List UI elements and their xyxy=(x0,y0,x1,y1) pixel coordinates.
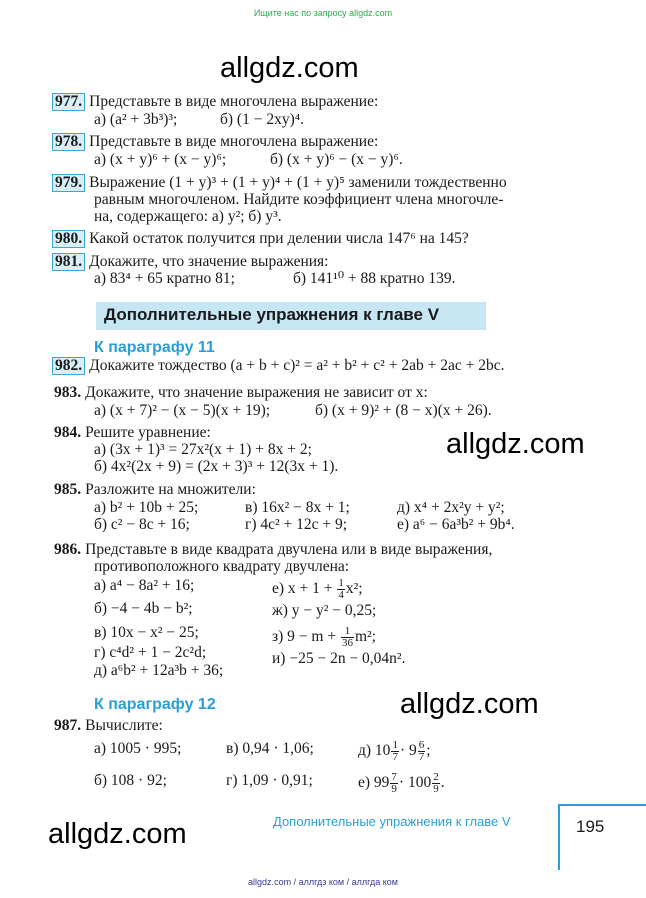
fraction: $\frac{1}{4}$ xyxy=(338,577,344,601)
exercise-986-v: в) 10x − x² − 25; xyxy=(94,624,199,641)
top-note: Ищите нас по запросу allgdz.com xyxy=(253,8,393,18)
exercise-987-v: в) 0,94 · 1,06; xyxy=(226,740,314,757)
exercise-987-b: б) 108 · 92; xyxy=(94,772,167,789)
fraction: $\frac{2}{9}$ xyxy=(433,771,439,795)
exercise-979-line-2: равным многочленом. Найдите коэффициент члена многочле- xyxy=(94,191,504,208)
fraction: $\frac{7}{9}$ xyxy=(391,771,397,795)
exercise-984-line-1: 984. Решите уравнение: xyxy=(54,424,211,441)
running-footer-title: Дополнительные упражнения к главе V xyxy=(273,814,511,829)
exercise-number-986: 986. xyxy=(54,541,82,558)
exercise-987-line-1: 987. Вычислите: xyxy=(54,717,163,734)
exercise-981-a: а) 83⁴ + 65 кратно 81; xyxy=(94,270,235,287)
exercise-986-zh: ж) y − y² − 0,25; xyxy=(272,602,377,619)
exercise-986-b: б) −4 − 4b − b²; xyxy=(94,600,193,617)
watermark-4: allgdz.com xyxy=(48,818,187,850)
exercise-985-v: в) 16x² − 8x + 1; xyxy=(245,499,350,516)
exercise-983-b: б) (x + 9)² + (8 − x)(x + 26). xyxy=(315,402,492,419)
exercise-number-985: 985. xyxy=(54,481,82,498)
exercise-987-a: а) 1005 · 995; xyxy=(94,740,182,757)
exercise-985-b: б) c² − 8c + 16; xyxy=(94,516,190,533)
page-number: 195 xyxy=(576,817,605,836)
exercise-986-line-2: противоположного квадрату двучлена: xyxy=(94,558,350,575)
bottom-note: allgdz.com / аллгдз ком / аллгда ком xyxy=(248,877,398,887)
footer-rule-horizontal xyxy=(558,804,646,806)
exercise-977-line-1: 977. Представьте в виде многочлена выражение: xyxy=(52,93,378,111)
exercise-986-z: з) 9 − m + $\frac{1}{36}$ m²; xyxy=(272,625,376,649)
exercise-981-b: б) 141¹⁰ + 88 кратно 139. xyxy=(293,270,456,287)
exercise-978-line-1: 978. Представьте в виде многочлена выражение: xyxy=(52,133,378,151)
watermark-3: allgdz.com xyxy=(400,688,539,720)
exercise-986-g: г) c⁴d² + 1 − 2c²d; xyxy=(94,644,207,661)
exercise-980: 980. Какой остаток получится при делении числа 147⁶ на 145? xyxy=(52,230,469,248)
exercise-987-g: г) 1,09 · 0,91; xyxy=(226,772,313,789)
fraction: $\frac{1}{7}$ xyxy=(392,739,398,763)
footer-rule-vertical xyxy=(558,804,560,870)
exercise-979-line-3: на, содержащего: а) y²; б) y³. xyxy=(94,208,282,225)
exercise-985-a: а) b² + 10b + 25; xyxy=(94,499,199,516)
exercise-number-982: 982. xyxy=(52,357,85,375)
exercise-number-987: 987. xyxy=(54,717,82,734)
exercise-number-980: 980. xyxy=(52,230,85,248)
watermark-1: allgdz.com xyxy=(220,52,359,84)
exercise-981-line-1: 981. Докажите, что значение выражения: xyxy=(52,253,329,271)
exercise-number-979: 979. xyxy=(52,174,85,192)
exercise-979-line-1: 979. Выражение (1 + y)³ + (1 + y)⁴ + (1 + y)⁵ заменили тождественно xyxy=(52,174,507,192)
paragraph-12-heading: К параграфу 12 xyxy=(94,696,216,713)
exercise-number-984: 984. xyxy=(54,424,82,441)
exercise-number-983: 983. xyxy=(54,384,82,401)
exercise-number-978: 978. xyxy=(52,133,85,151)
exercise-983-line-1: 983. Докажите, что значение выражения не зависит от x: xyxy=(54,384,428,401)
exercise-978-a: а) (x + y)⁶ + (x − y)⁶; xyxy=(94,151,227,168)
fraction: $\frac{1}{36}$ xyxy=(341,625,353,649)
exercise-984-b: б) 4x²(2x + 9) = (2x + 3)³ + 12(3x + 1). xyxy=(94,458,339,475)
exercise-985-d: д) x⁴ + 2x²y + y²; xyxy=(397,499,505,516)
exercise-986-line-1: 986. Представьте в виде квадрата двучлена или в виде выражения, xyxy=(54,541,493,558)
exercise-983-a: а) (x + 7)² − (x − 5)(x + 19); xyxy=(94,402,271,419)
exercise-986-i: и) −25 − 2n − 0,04n². xyxy=(272,650,406,667)
watermark-2: allgdz.com xyxy=(446,428,585,460)
paragraph-11-heading: К параграфу 11 xyxy=(94,339,215,356)
exercise-977-a: а) (a² + 3b³)³; xyxy=(94,111,178,128)
exercise-986-e: е) x + 1 + $\frac{1}{4}$ x²; xyxy=(272,577,363,601)
exercise-985-line-1: 985. Разложите на множители: xyxy=(54,481,256,498)
exercise-986-d: д) a⁶b² + 12a³b + 36; xyxy=(94,662,224,679)
exercise-984-a: а) (3x + 1)³ = 27x²(x + 1) + 8x + 2; xyxy=(94,441,312,458)
exercise-985-e: е) a⁶ − 6a³b² + 9b⁴. xyxy=(397,516,515,533)
exercise-number-981: 981. xyxy=(52,253,85,271)
exercise-number-977: 977. xyxy=(52,93,85,111)
exercise-986-a: а) a⁴ − 8a² + 16; xyxy=(94,577,195,594)
exercise-987-d: д) 10 $\frac{1}{7}$ · 9 $\frac{6}{7}$ ; xyxy=(358,739,431,763)
fraction: $\frac{6}{7}$ xyxy=(418,739,425,763)
section-banner-title: Дополнительные упражнения к главе V xyxy=(104,305,440,324)
exercise-985-g: г) 4c² + 12c + 9; xyxy=(245,516,348,533)
exercise-982: 982. Докажите тождество (a + b + c)² = a² + b² + c² + 2ab + 2ac + 2bc. xyxy=(52,357,504,375)
exercise-977-b: б) (1 − 2xy)⁴. xyxy=(220,111,305,128)
exercise-987-e: е) 99 $\frac{7}{9}$ · 100 $\frac{2}{9}$ . xyxy=(358,771,445,795)
exercise-978-b: б) (x + y)⁶ − (x − y)⁶. xyxy=(270,151,403,168)
